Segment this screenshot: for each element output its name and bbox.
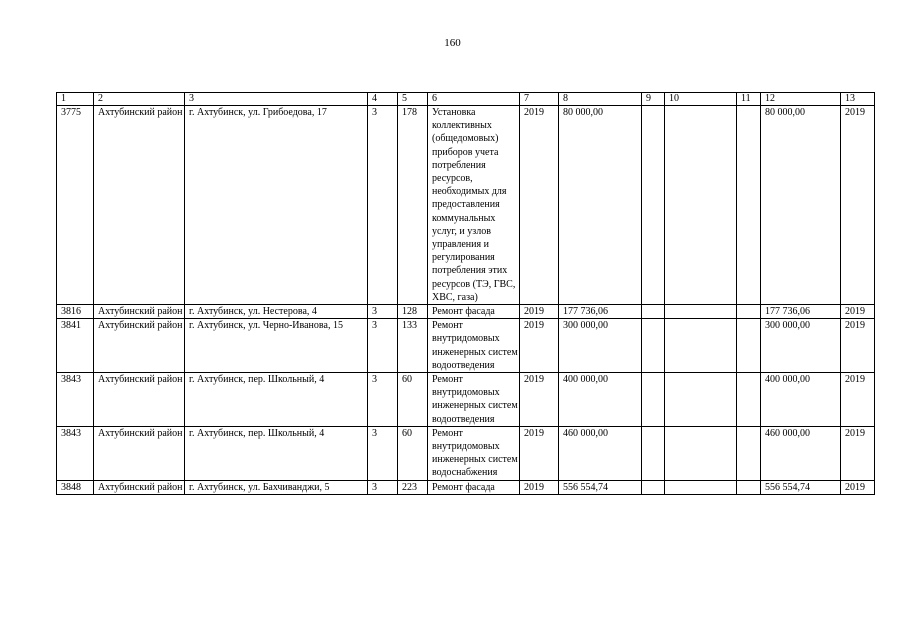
total-cost-cell: 300 000,00 — [559, 319, 642, 373]
address-cell: г. Ахтубинск, ул. Бахчиванджи, 5 — [185, 480, 368, 494]
col11-cell — [737, 426, 761, 480]
district-cell: Ахтубинский район — [94, 305, 185, 319]
fund-cost-cell: 400 000,00 — [761, 373, 841, 427]
end-year-cell: 2019 — [841, 373, 875, 427]
col10-cell — [665, 480, 737, 494]
end-year-cell: 2019 — [841, 480, 875, 494]
apartments-cell: 128 — [398, 305, 428, 319]
table-row — [57, 305, 875, 319]
row-number-cell: 3775 — [57, 106, 94, 305]
col9-cell — [642, 426, 665, 480]
col10-cell — [665, 373, 737, 427]
header-cell-2: 2 — [94, 93, 185, 106]
header-cell-7: 7 — [520, 93, 559, 106]
row-number-cell: 3816 — [57, 305, 94, 319]
col9-cell — [642, 373, 665, 427]
floors-cell: 3 — [368, 319, 398, 373]
row-number-cell: 3848 — [57, 480, 94, 494]
header-cell-3: 3 — [185, 93, 368, 106]
table-row — [57, 106, 875, 305]
work-type-cell: Ремонт фасада — [428, 305, 520, 319]
col9-cell — [642, 480, 665, 494]
header-cell-11: 11 — [737, 93, 761, 106]
header-cell-8: 8 — [559, 93, 642, 106]
col11-cell — [737, 106, 761, 305]
start-year-cell: 2019 — [520, 480, 559, 494]
fund-cost-cell: 300 000,00 — [761, 319, 841, 373]
header-cell-4: 4 — [368, 93, 398, 106]
floors-cell: 3 — [368, 305, 398, 319]
district-cell: Ахтубинский район — [94, 106, 185, 305]
apartments-cell: 223 — [398, 480, 428, 494]
end-year-cell: 2019 — [841, 319, 875, 373]
header-cell-9: 9 — [642, 93, 665, 106]
floors-cell: 3 — [368, 426, 398, 480]
col11-cell — [737, 480, 761, 494]
fund-cost-cell: 80 000,00 — [761, 106, 841, 305]
header-cell-13: 13 — [841, 93, 875, 106]
total-cost-cell: 556 554,74 — [559, 480, 642, 494]
district-cell: Ахтубинский район — [94, 319, 185, 373]
apartments-cell: 60 — [398, 373, 428, 427]
header-row — [57, 93, 875, 106]
col11-cell — [737, 319, 761, 373]
fund-cost-cell: 556 554,74 — [761, 480, 841, 494]
fund-cost-cell: 460 000,00 — [761, 426, 841, 480]
end-year-cell: 2019 — [841, 426, 875, 480]
fund-cost-cell: 177 736,06 — [761, 305, 841, 319]
work-type-cell: Ремонт фасада — [428, 480, 520, 494]
table-row — [57, 373, 875, 427]
address-cell: г. Ахтубинск, ул. Грибоедова, 17 — [185, 106, 368, 305]
header-cell-12: 12 — [761, 93, 841, 106]
work-type-cell: Установка коллективных (общедомовых) приборов учета потребления ресурсов, необходимых для предоставления коммунальных услуг, и узлов управления и регулирования потребления этих ресурсов (ТЭ, ГВС, ХВС, газа) — [428, 106, 520, 305]
header-cell-5: 5 — [398, 93, 428, 106]
header-cell-10: 10 — [665, 93, 737, 106]
col9-cell — [642, 305, 665, 319]
address-cell: г. Ахтубинск, ул. Нестерова, 4 — [185, 305, 368, 319]
work-type-cell: Ремонт внутридомовых инженерных систем водоотведения — [428, 319, 520, 373]
works-table — [56, 92, 875, 495]
apartments-cell: 178 — [398, 106, 428, 305]
total-cost-cell: 460 000,00 — [559, 426, 642, 480]
total-cost-cell: 400 000,00 — [559, 373, 642, 427]
apartments-cell: 60 — [398, 426, 428, 480]
total-cost-cell: 177 736,06 — [559, 305, 642, 319]
work-type-cell: Ремонт внутридомовых инженерных систем водоотведения — [428, 373, 520, 427]
address-cell: г. Ахтубинск, пер. Школьный, 4 — [185, 426, 368, 480]
district-cell: Ахтубинский район — [94, 426, 185, 480]
row-number-cell: 3841 — [57, 319, 94, 373]
table-row — [57, 319, 875, 373]
table-row — [57, 426, 875, 480]
table-row — [57, 480, 875, 494]
floors-cell: 3 — [368, 373, 398, 427]
start-year-cell: 2019 — [520, 373, 559, 427]
district-cell: Ахтубинский район — [94, 480, 185, 494]
work-type-cell: Ремонт внутридомовых инженерных систем водоснабжения — [428, 426, 520, 480]
address-cell: г. Ахтубинск, пер. Школьный, 4 — [185, 373, 368, 427]
col10-cell — [665, 426, 737, 480]
col10-cell — [665, 319, 737, 373]
row-number-cell: 3843 — [57, 426, 94, 480]
col9-cell — [642, 319, 665, 373]
end-year-cell: 2019 — [841, 106, 875, 305]
district-cell: Ахтубинский район — [94, 373, 185, 427]
start-year-cell: 2019 — [520, 305, 559, 319]
floors-cell: 3 — [368, 480, 398, 494]
end-year-cell: 2019 — [841, 305, 875, 319]
total-cost-cell: 80 000,00 — [559, 106, 642, 305]
address-cell: г. Ахтубинск, ул. Черно-Иванова, 15 — [185, 319, 368, 373]
header-cell-1: 1 — [57, 93, 94, 106]
col10-cell — [665, 305, 737, 319]
start-year-cell: 2019 — [520, 319, 559, 373]
col11-cell — [737, 373, 761, 427]
row-number-cell: 3843 — [57, 373, 94, 427]
col10-cell — [665, 106, 737, 305]
col11-cell — [737, 305, 761, 319]
floors-cell: 3 — [368, 106, 398, 305]
start-year-cell: 2019 — [520, 106, 559, 305]
col9-cell — [642, 106, 665, 305]
header-cell-6: 6 — [428, 93, 520, 106]
page-number: 160 — [444, 37, 461, 49]
apartments-cell: 133 — [398, 319, 428, 373]
start-year-cell: 2019 — [520, 426, 559, 480]
